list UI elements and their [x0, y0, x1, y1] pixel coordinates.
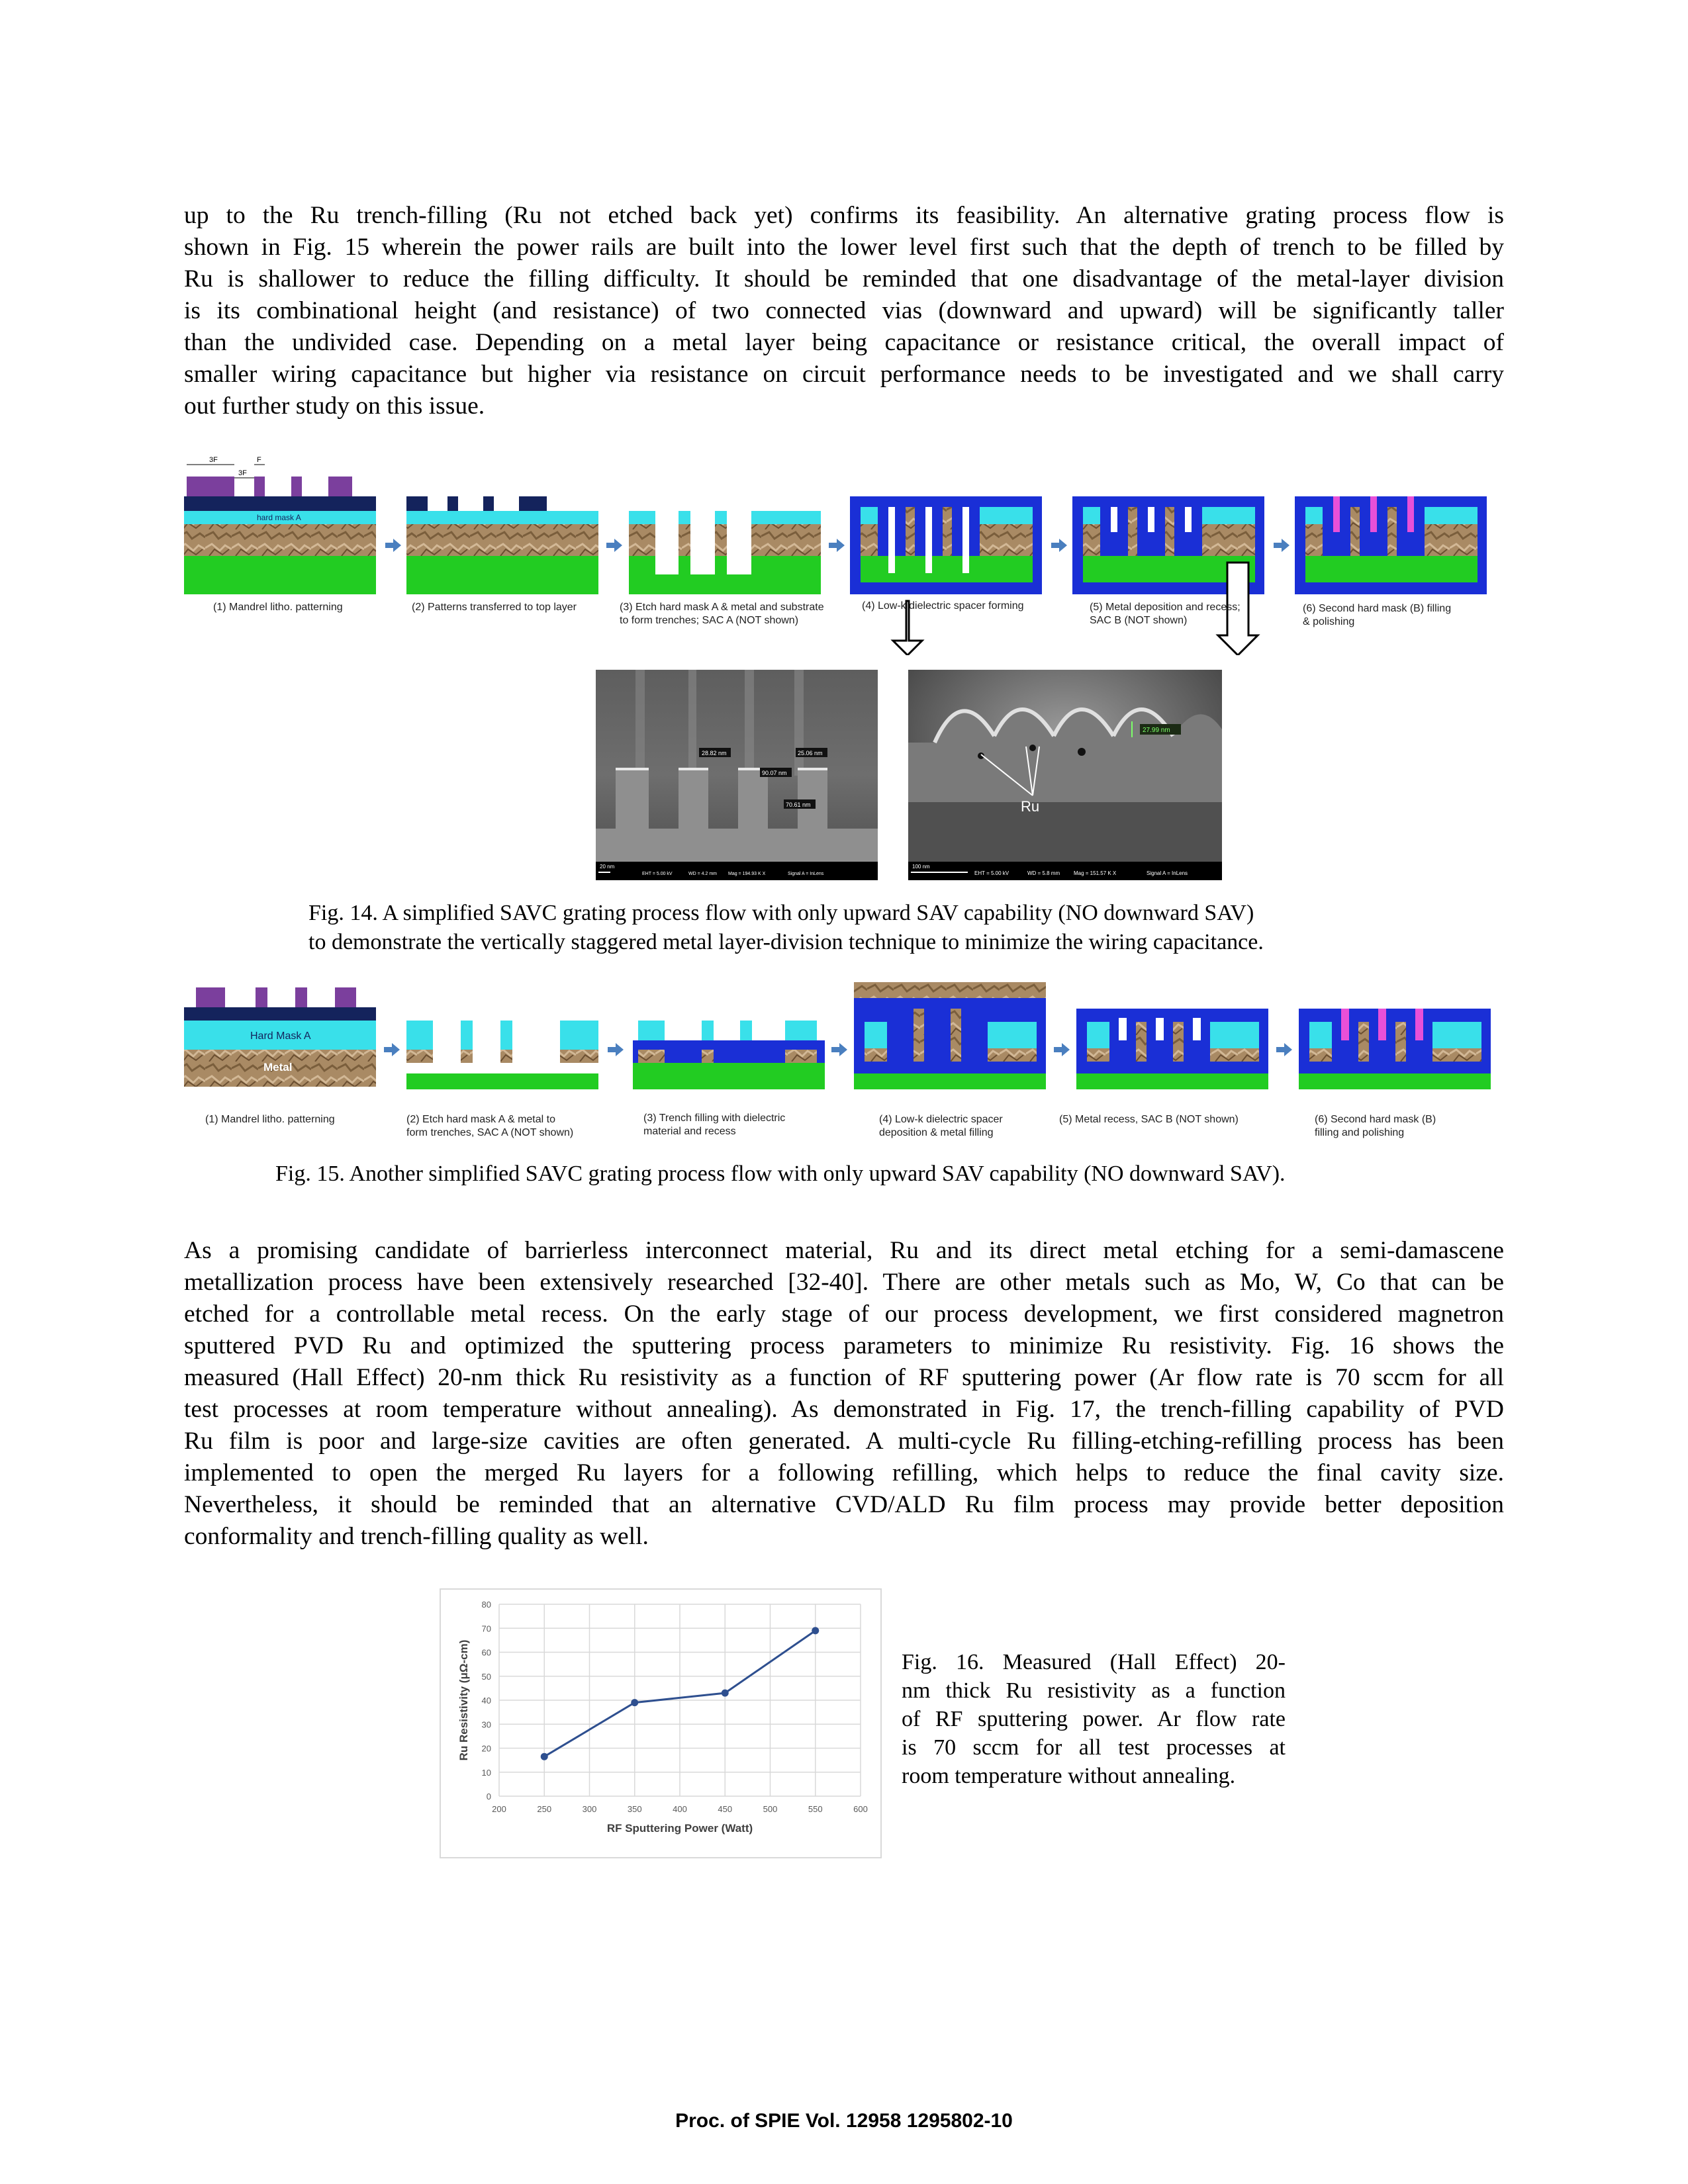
measure-label: 25.06 nm [798, 750, 823, 756]
layer-label: hard mask A [257, 513, 301, 522]
y-tick-label: 70 [481, 1623, 491, 1634]
ru-label: Ru [1021, 798, 1040, 815]
scale-label: 20 nm [600, 864, 615, 870]
text-line: smaller wiring capacitance but higher via resistance on circuit performance needs to be investigated and we shall carry [184, 361, 1504, 388]
y-tick-label: 40 [481, 1696, 491, 1706]
caption-line: nm thick Ru resistivity as a function [902, 1678, 1286, 1703]
x-axis-title: RF Sputtering Power (Watt) [606, 1822, 753, 1835]
text-line: Ru film is poor and large-size cavities are often generated. A multi-cycle Ru filling-etching-refilling process has been [184, 1428, 1504, 1455]
fig14-step-1 [184, 456, 376, 594]
scale-label: 100 nm [912, 864, 930, 870]
arrow-icon [606, 539, 622, 552]
arrow-icon [1054, 1043, 1070, 1056]
fig15-step-1 [184, 987, 376, 1087]
text-line: test processes at room temperature without annealing). As demonstrated in Fig. 17, the trench-filling capability of PVD [184, 1396, 1504, 1423]
text-line: conformality and trench-filling quality as well. [184, 1523, 649, 1550]
page-footer: Proc. of SPIE Vol. 12958 1295802-10 [675, 2110, 1013, 2132]
measure-label: 28.82 nm [702, 750, 727, 756]
fig14-step-5-label: (5) Metal deposition and recess; SAC B (NOT shown) [1090, 602, 1241, 626]
fig15-step-1-label: (1) Mandrel litho. patterning [205, 1114, 335, 1125]
layer-label: Metal [263, 1061, 293, 1073]
sem-info: Signal A = InLens [788, 872, 824, 876]
text-line: etched for a controllable metal recess. On the early stage of our process development, we first considered magnetron [184, 1300, 1504, 1328]
sem-info: Mag = 151.57 K X [1074, 870, 1117, 876]
fig14-step-3-label: (3) Etch hard mask A & metal and substrate to form trenches; SAC A (NOT shown) [620, 602, 824, 626]
arrow-icon [1276, 1043, 1292, 1056]
sem-image-trenches [596, 670, 878, 880]
y-tick-label: 80 [481, 1600, 491, 1610]
x-tick-label: 550 [808, 1804, 823, 1814]
figure-16-chart [440, 1588, 882, 1858]
data-point [541, 1753, 548, 1760]
text-line: As a promising candidate of barrierless interconnect material, Ru and its direct metal etching for a semi-damascene [184, 1237, 1504, 1264]
measure-label: 27.99 nm [1143, 727, 1170, 734]
fig15-step-4-label: (4) Low-k dielectric spacer deposition & metal filling [879, 1114, 1003, 1138]
figure-15-caption: Fig. 15. Another simplified SAVC grating process flow with only upward SAV capability (NO downward SAV). [275, 1161, 1286, 1186]
text-line: Nevertheless, it should be reminded that an alternative CVD/ALD Ru film process may provide better deposition [184, 1491, 1504, 1518]
x-tick-label: 350 [627, 1804, 642, 1814]
data-point [812, 1627, 819, 1634]
figure-15-process-flow [179, 982, 1509, 1101]
fig14-step-2 [406, 496, 598, 594]
caption-line: Fig. 14. A simplified SAVC grating process flow with only upward SAV capability (NO downward SAV) [308, 901, 1254, 925]
arrow-icon [1051, 539, 1067, 552]
y-axis-title: Ru Resistivity (μΩ-cm) [457, 1639, 470, 1761]
data-point [631, 1699, 638, 1706]
text-line: than the undivided case. Depending on a metal layer being capacitance or resistance critical, the overall impact of [184, 329, 1504, 356]
dimension-label: 3F [238, 469, 247, 477]
fig15-step-6 [1299, 1009, 1491, 1089]
y-tick-label: 60 [481, 1647, 491, 1658]
text-line: out further study on this issue. [184, 392, 485, 420]
sem-info: Mag = 194.93 K X [728, 872, 766, 876]
text-line: measured (Hall Effect) 20-nm thick Ru resistivity as a function of RF sputtering power (Ar flow rate is 70 sccm for all [184, 1364, 1504, 1391]
arrow-icon [831, 1043, 847, 1056]
x-tick-label: 450 [718, 1804, 733, 1814]
arrow-icon [384, 1043, 400, 1056]
y-tick-label: 50 [481, 1671, 491, 1682]
sem-info: EHT = 5.00 kV [642, 872, 673, 876]
caption-line: Fig. 16. Measured (Hall Effect) 20- [902, 1650, 1286, 1674]
y-tick-label: 30 [481, 1719, 491, 1730]
paragraph-2 [184, 1235, 1504, 1553]
x-tick-label: 250 [537, 1804, 552, 1814]
text-line: implemented to open the merged Ru layers for a following refilling, which helps to reduce the final cavity size. [184, 1459, 1504, 1486]
fig15-step-4 [854, 982, 1046, 1089]
fig14-step-3 [629, 511, 821, 594]
paragraph-1 [184, 200, 1504, 422]
fig14-step-4-label: (4) Low-k dielectric spacer forming [862, 600, 1024, 612]
fig15-step-5 [1076, 1009, 1268, 1089]
text-line: shown in Fig. 15 wherein the power rails are built into the lower level first such that the depth of trench to be filled by [184, 234, 1504, 261]
dimension-label: 3F [209, 456, 218, 464]
fig15-step-2 [406, 1021, 598, 1089]
x-tick-label: 200 [492, 1804, 506, 1814]
layer-label: Hard Mask A [250, 1030, 311, 1042]
caption-line: to demonstrate the vertically staggered metal layer-division technique to minimize the wiring capacitance. [308, 930, 1264, 954]
caption-line: room temperature without annealing. [902, 1764, 1236, 1788]
fig14-step-2-label: (2) Patterns transferred to top layer [412, 602, 577, 613]
sem-info: EHT = 5.00 kV [974, 870, 1009, 876]
fig14-step-6-label: (6) Second hard mask (B) filling & polishing [1303, 603, 1452, 627]
y-tick-label: 10 [481, 1767, 491, 1778]
fig14-step-6 [1295, 496, 1487, 594]
text-line: up to the Ru trench-filling (Ru not etched back yet) confirms its feasibility. An alternative grating process flow is [184, 202, 1504, 229]
x-tick-label: 300 [582, 1804, 597, 1814]
y-tick-label: 20 [481, 1743, 491, 1754]
fig15-step-3 [633, 1021, 825, 1089]
arrow-icon [385, 539, 401, 552]
measure-label: 70.61 nm [786, 801, 811, 808]
data-point [722, 1690, 729, 1697]
y-tick-label: 0 [486, 1792, 491, 1801]
arrow-icon [829, 539, 845, 552]
sem-image-ru-fill [908, 670, 1222, 880]
resistivity-chart [441, 1590, 880, 1857]
fig14-step-4 [850, 496, 1042, 594]
fig15-step-2-label: (2) Etch hard mask A & metal to form trenches, SAC A (NOT shown) [406, 1114, 574, 1138]
sem-info: WD = 4.2 mm [688, 872, 717, 876]
fig14-step-1-label: (1) Mandrel litho. patterning [213, 602, 343, 613]
fig15-step-6-label: (6) Second hard mask (B) filling and polishing [1315, 1114, 1436, 1138]
sem-info: Signal A = InLens [1147, 870, 1188, 876]
arrow-icon [608, 1043, 624, 1056]
figure-16-caption [902, 1648, 1286, 1790]
caption-line: is 70 sccm for all test processes at [902, 1735, 1286, 1760]
x-tick-label: 400 [673, 1804, 687, 1814]
x-tick-label: 600 [853, 1804, 868, 1814]
fig15-step-3-label: (3) Trench filling with dielectric material and recess [643, 1113, 786, 1137]
arrow-icon [1274, 539, 1289, 552]
x-tick-label: 500 [763, 1804, 778, 1814]
fig15-step-5-label: (5) Metal recess, SAC B (NOT shown) [1059, 1114, 1239, 1125]
caption-line: of RF sputtering power. Ar flow rate [902, 1707, 1286, 1731]
figure-14-caption [308, 899, 1264, 957]
text-line: Ru is shallower to reduce the filling difficulty. It should be reminded that one disadvantage of the metal-layer division [184, 265, 1504, 293]
dimension-label: F [257, 456, 261, 464]
text-line: metallization process have been extensively researched [32-40]. There are other metals such as Mo, W, Co that can be [184, 1269, 1504, 1296]
text-line: sputtered PVD Ru and optimized the sputtering process parameters to minimize Ru resistivity. Fig. 16 shows the [184, 1332, 1504, 1359]
text-line: is its combinational height (and resistance) of two connected vias (downward and upward) will be significantly taller [184, 297, 1504, 324]
sem-info: WD = 5.8 mm [1027, 870, 1060, 876]
measure-label: 90.07 nm [762, 770, 787, 776]
